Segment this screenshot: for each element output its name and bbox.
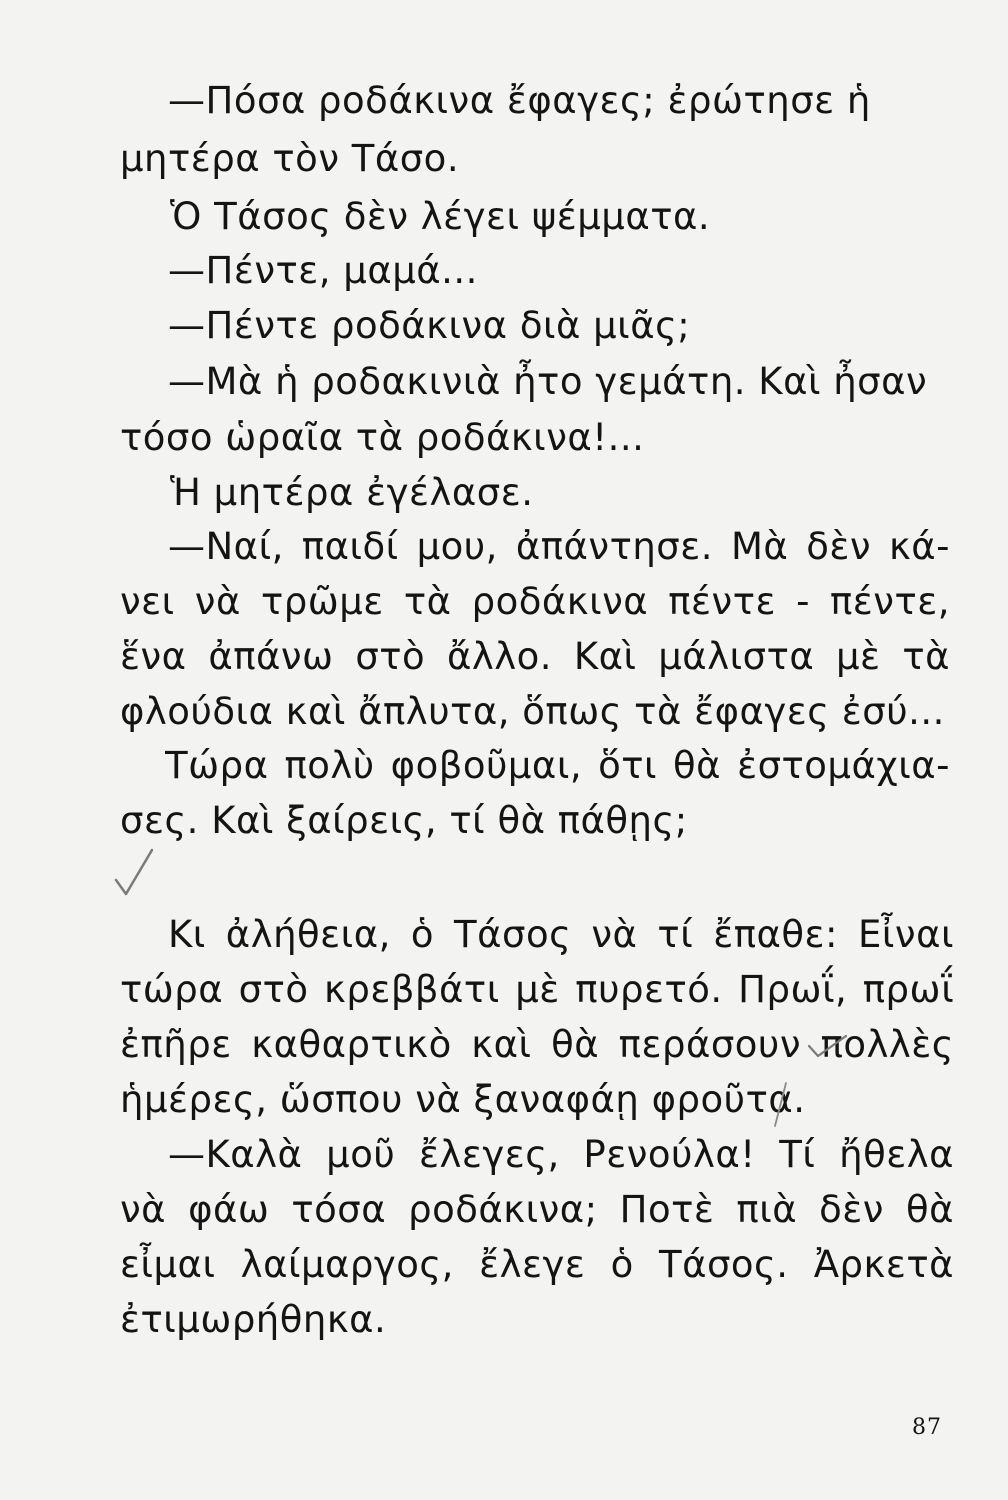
text-line-11: ἕνα ἀπάνω στὸ ἄλλο. Καὶ μάλιστα μὲ τὰ	[120, 635, 950, 678]
text-line-2: μητέρα τὸν Τάσο.	[120, 137, 460, 180]
text-line-7: τόσο ὡραῖα τὰ ροδάκινα!...	[120, 416, 645, 459]
text-line-3: Ὁ Τάσος δὲν λέγει ψέμματα.	[170, 195, 711, 238]
check-mark-icon	[112, 846, 158, 902]
text-line-21: εἶμαι λαίμαργος, ἔλεγε ὁ Τάσος. Ἀρκετὰ	[120, 1243, 954, 1286]
text-line-12: φλούδια καὶ ἄπλυτα, ὅπως τὰ ἔφαγες ἐσύ...	[120, 690, 945, 733]
tick-mark-icon	[806, 1030, 850, 1060]
text-line-15: Κι ἀλήθεια, ὁ Τάσος νὰ τί ἔπαθε: Εἶναι	[168, 913, 954, 956]
text-line-13: Τώρα πολὺ φοβοῦμαι, ὅτι θὰ ἐστομάχια-	[165, 744, 950, 787]
pencil-stroke-icon	[770, 1080, 790, 1130]
text-line-16: τώρα στὸ κρεββάτι μὲ πυρετό. Πρωΐ, πρωΐ	[120, 968, 954, 1011]
text-line-4: —Πέντε, μαμά...	[168, 249, 478, 292]
text-line-8: Ἡ μητέρα ἐγέλασε.	[170, 471, 534, 514]
text-line-19: —Καλὰ μοῦ ἔλεγες, Ρενούλα! Τί ἤθελα	[168, 1133, 954, 1176]
text-line-9: —Ναί, παιδί μου, ἀπάντησε. Μὰ δὲν κά-	[168, 525, 950, 568]
text-line-20: νὰ φάω τόσα ροδάκινα; Ποτὲ πιὰ δὲν θὰ	[120, 1188, 954, 1231]
text-line-6: —Μὰ ἡ ροδακινιὰ ἦτο γεμάτη. Καὶ ἦσαν	[168, 360, 928, 403]
text-line-14: σες. Καὶ ξαίρεις, τί θὰ πάθῃς;	[120, 799, 688, 842]
text-line-5: —Πέντε ροδάκινα διὰ μιᾶς;	[168, 304, 691, 347]
text-line-17: ἐπῆρε καθαρτικὸ καὶ θὰ περάσουν πολλὲς	[120, 1023, 954, 1066]
text-line-10: νει νὰ τρῶμε τὰ ροδάκινα πέντε - πέντε,	[120, 580, 950, 623]
text-line-18: ἡμέρες, ὥσπου νὰ ξαναφάῃ φροῦτα.	[120, 1078, 806, 1121]
page-number: 87	[912, 1415, 942, 1440]
text-line-22: ἐτιμωρήθηκα.	[120, 1298, 387, 1341]
text-line-1: —Πόσα ροδάκινα ἔφαγες; ἐρώτησε ἡ	[168, 79, 871, 122]
